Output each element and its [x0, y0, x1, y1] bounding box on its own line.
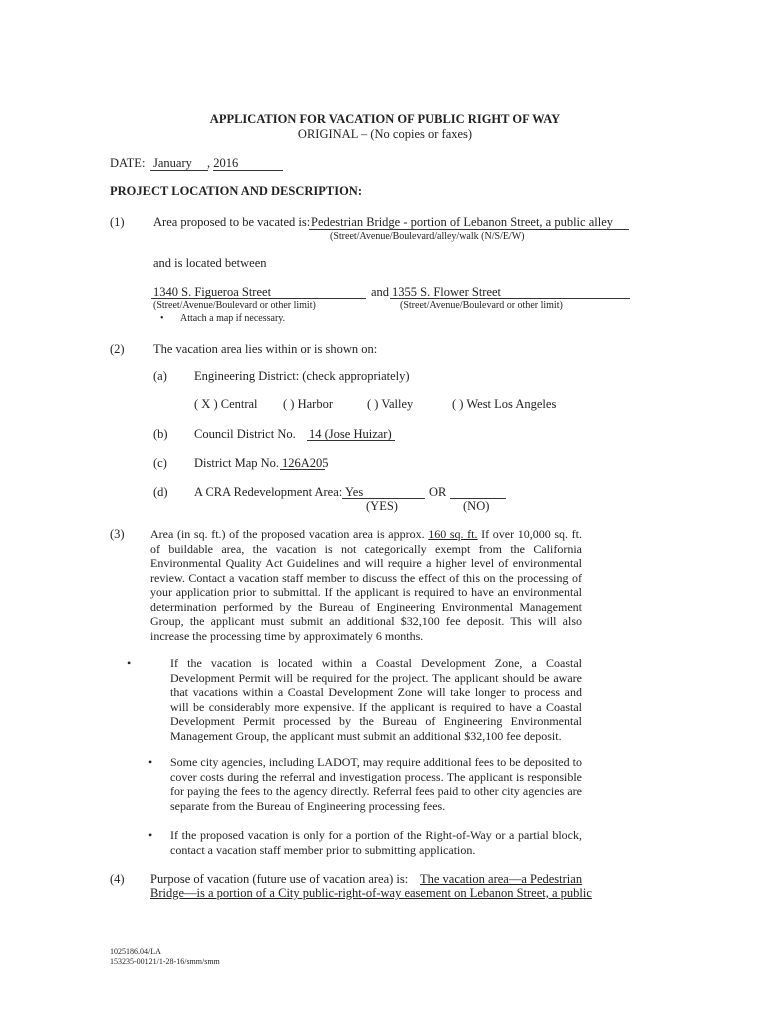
- item3-pre: Area (in sq. ft.) of the proposed vacation area is approx.: [150, 527, 425, 541]
- item2-number: (2): [110, 342, 125, 356]
- district-map-value: 126A205: [282, 456, 329, 470]
- item4-value-line1: The vacation area—a Pedestrian: [420, 872, 583, 886]
- item2a-number: (a): [153, 369, 167, 383]
- item1-number: (1): [110, 215, 125, 229]
- footer-file-ref: 153235-00121/1-28-16/smm/smm: [110, 957, 220, 966]
- district-option-west-la[interactable]: ( ) West Los Angeles: [452, 397, 557, 411]
- item2a-text: Engineering District: (check appropriately): [194, 369, 410, 383]
- council-district-label: Council District No.: [194, 427, 296, 441]
- cra-yes-caption: (YES): [366, 499, 398, 513]
- item2b-number: (b): [153, 427, 168, 441]
- item3-number: (3): [110, 527, 125, 541]
- cra-value: Yes: [345, 485, 364, 499]
- item3-paragraph: [150, 527, 582, 643]
- bullet-mark: •: [127, 656, 132, 670]
- date-month: January: [153, 156, 192, 170]
- attach-map-note: Attach a map if necessary.: [180, 313, 286, 324]
- document-title: APPLICATION FOR VACATION OF PUBLIC RIGHT OF WAY: [209, 112, 561, 126]
- item3-post: If over 10,000 sq. ft. of buildable area, the vacation is not categorically exempt from the California Environmental Quality Act Guidelines and will require a higher level of environmental review. Contact a vacation staff member to discuss the effect of this on the processing of your application prior to submittal. If the applicant is required to have an environmental determination performed by the Bureau of Engineering Environmental Management Group, the applicant must submit an additional $32,100 fee deposit. This will also increase the processing time by approximately 6 months.: [150, 527, 583, 643]
- item1-label: Area proposed to be vacated is:: [153, 215, 311, 229]
- footer-doc-id: 1025186.04/LA: [110, 947, 161, 956]
- section-heading: PROJECT LOCATION AND DESCRIPTION:: [110, 184, 363, 198]
- item3-area-value: 160 sq. ft.: [428, 527, 478, 541]
- street1-line: [151, 298, 366, 299]
- item1-value: Pedestrian Bridge - portion of Lebanon Street, a public alley: [311, 215, 613, 229]
- and-text: and: [371, 285, 390, 299]
- street1-value: 1340 S. Figueroa Street: [153, 285, 272, 299]
- document-subtitle: ORIGINAL – (No copies or faxes): [297, 127, 473, 141]
- item1-value-line: [309, 229, 629, 230]
- district-option-central[interactable]: ( X ) Central: [194, 397, 258, 411]
- street2-line: [390, 298, 630, 299]
- council-district-value: 14 (Jose Huizar): [309, 427, 392, 441]
- attach-bullet: •: [160, 313, 164, 324]
- item4-label: Purpose of vacation (future use of vacation area) is:: [150, 872, 409, 886]
- date-year: , 2016: [207, 156, 239, 170]
- bullet-mark: •: [148, 755, 153, 769]
- cra-label: A CRA Redevelopment Area:: [194, 485, 343, 499]
- date-month-line: [150, 170, 208, 171]
- cra-no-caption: (NO): [463, 499, 490, 513]
- district-option-harbor[interactable]: ( ) Harbor: [283, 397, 333, 411]
- bullet-coastal: If the vacation is located within a Coastal Development Zone, a Coastal Development Permit will be required for the project. The applicant should be aware that vacations within a Coastal Development Zone will take longer to process and will be considerably more expensive. If the applicant is required to have a Coastal Development Permit processed by the Bureau of Engineering Environmental Management Group, the applicant must submit an additional $32,100 fee deposit.: [170, 656, 582, 743]
- district-map-label: District Map No.: [194, 456, 280, 470]
- street2-hint: (Street/Avenue/Boulevard or other limit): [400, 300, 563, 311]
- item1-located: and is located between: [153, 256, 267, 270]
- district-option-valley[interactable]: ( ) Valley: [367, 397, 414, 411]
- cra-or: OR: [429, 485, 447, 499]
- bullet-mark: •: [148, 828, 153, 842]
- item1-hint: (Street/Avenue/Boulevard/alley/walk (N/S/E/W): [330, 231, 525, 242]
- item2c-number: (c): [153, 456, 167, 470]
- item2d-number: (d): [153, 485, 168, 499]
- date-label: DATE:: [110, 156, 146, 170]
- street2-value: 1355 S. Flower Street: [392, 285, 502, 299]
- item2-intro: The vacation area lies within or is shown on:: [153, 342, 378, 356]
- district-map-line: [280, 469, 325, 470]
- item4-number: (4): [110, 872, 125, 886]
- bullet-agency-fees: Some city agencies, including LADOT, may require additional fees to be deposited to cover costs during the referral and investigation process. The applicant is responsible for paying the fees to the agency directly. Referral fees paid to other city agencies are separate from the Bureau of Engineering processing fees.: [170, 755, 582, 813]
- date-year-line: [213, 170, 283, 171]
- street1-hint: (Street/Avenue/Boulevard or other limit): [153, 300, 316, 311]
- bullet-partial-block: If the proposed vacation is only for a portion of the Right-of-Way or a partial block, contact a vacation staff member prior to submitting application.: [170, 828, 582, 857]
- item4-value-line2: Bridge—is a portion of a City public-right-of-way easement on Lebanon Street, a public: [150, 886, 592, 900]
- council-district-line: [307, 440, 395, 441]
